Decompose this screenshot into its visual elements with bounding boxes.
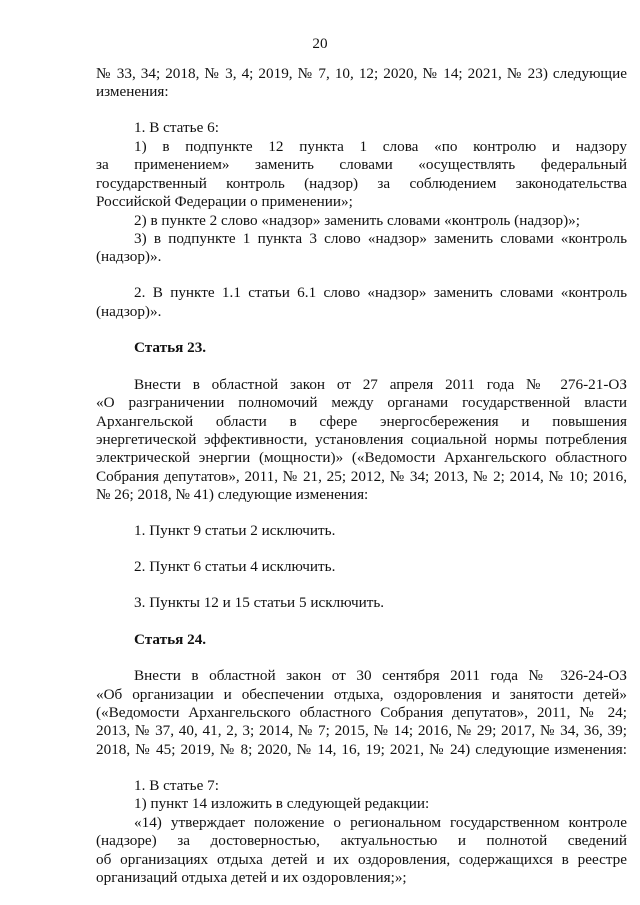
text-line: 2) в пункте 2 слово «надзор» заменить словами «контроль (надзор)»; [134,212,580,229]
text-line: 3) в подпункте 1 пункта 3 слово «надзор» заменить словами «контроль [134,230,627,247]
text-line: 2. В пункте 1.1 статьи 6.1 слово «надзор» заменить словами «контроль [134,284,627,301]
text-line: Внести в областной закон от 30 сентября 2011 года № 326-24-ОЗ [134,667,627,684]
text-line: 2. Пункт 6 статьи 4 исключить. [134,558,336,575]
article-heading: Статья 23. [134,339,207,356]
text-line: 1. В статье 7: [134,777,219,794]
article-heading: Статья 24. [134,631,207,648]
text-line: 3. Пункты 12 и 15 статьи 5 исключить. [134,594,385,611]
text-line: электрической энергии (мощности)» («Ведомости Архангельского областного [96,449,627,466]
text-line: («Ведомости Архангельского областного Собрания депутатов», 2011, № 24; [96,704,627,721]
text-line: за применением» заменить словами «осуществлять федеральный [96,156,627,173]
text-line: изменения: [96,83,169,100]
text-line: 1. В статье 6: [134,119,219,136]
text-line: Внести в областной закон от 27 апреля 2011 года № 276-21-ОЗ [134,376,627,393]
text-line: (надзор)». [96,303,162,320]
text-line: 1) в подпункте 12 пункта 1 слова «по контролю и надзору [134,138,627,155]
text-line: энергетической эффективности, установления социальной нормы потребления [96,431,627,448]
page-number: 20 [312,35,328,52]
text-line: Российской Федерации о применении»; [96,193,353,210]
text-line: Архангельской области в сфере энергосбережения и повышения [96,413,627,430]
text-line: 2018, № 45; 2019, № 8; 2020, № 14, 16, 19; 2021, № 24) следующие изменения: [96,741,627,758]
text-line: (надзор)». [96,248,162,265]
text-line: 1) пункт 14 изложить в следующей редакции: [134,795,430,812]
text-line: 2013, № 37, 40, 41, 2, 3; 2014, № 7; 2015, № 14; 2016, № 29; 2017, № 34, 36, 39; [96,722,627,739]
text-line: государственный контроль (надзор) за соблюдением законодательства [96,175,627,192]
text-line: организаций отдыха детей и их оздоровления;»; [96,869,407,886]
text-line: (надзоре) за достоверностью, актуальностью и полнотой сведений [96,832,627,849]
text-line: № 33, 34; 2018, № 3, 4; 2019, № 7, 10, 12; 2020, № 14; 2021, № 23) следующие [96,65,627,82]
text-line: № 26; 2018, № 41) следующие изменения: [96,486,369,503]
text-line: «Об организации и обеспечении отдыха, оздоровления и занятости детей» [96,686,627,703]
text-line: «О разграничении полномочий между органами государственной власти [96,394,627,411]
text-line: «14) утверждает положение о региональном государственном контроле [134,814,627,831]
text-line: Собрания депутатов», 2011, № 21, 25; 2012, № 34; 2013, № 2; 2014, № 10; 2016, [96,468,627,485]
text-line: 1. Пункт 9 статьи 2 исключить. [134,522,336,539]
text-line: об организациях отдыха детей и их оздоровления, содержащихся в реестре [96,851,627,868]
